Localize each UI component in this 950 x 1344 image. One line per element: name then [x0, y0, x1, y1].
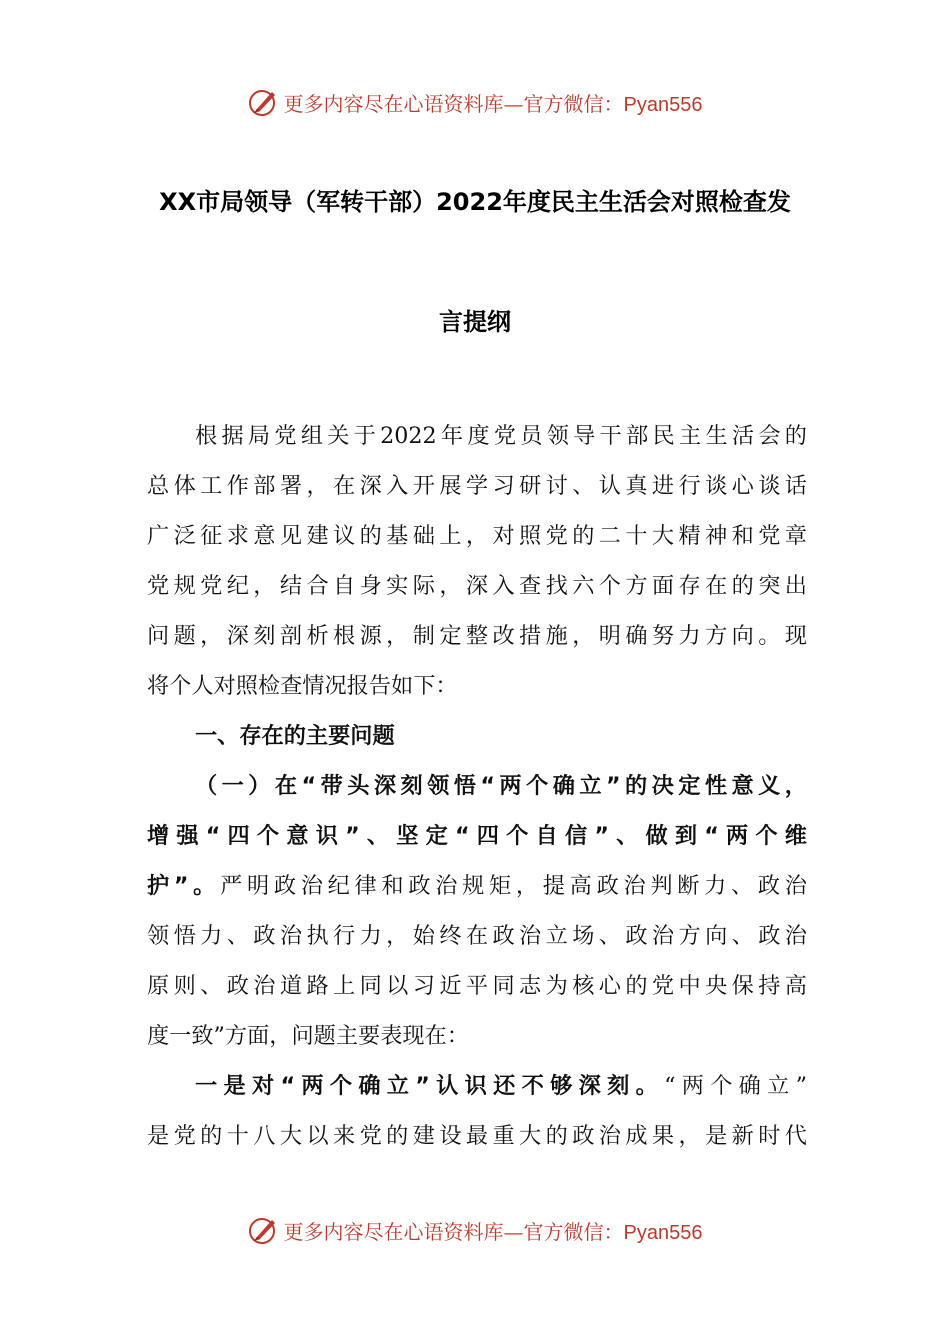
- watermark-banner-top: [0, 82, 950, 122]
- watermark-banner-bottom: [0, 1210, 950, 1250]
- text-line: 总体工作部署，在深入开展学习研讨、认真进行谈心谈话: [147, 473, 807, 499]
- watermark-text: 更多内容尽在心语资料库—官方微信：Pyan556: [283, 1219, 703, 1244]
- watermark-text: 更多内容尽在心语资料库—官方微信：Pyan556: [283, 91, 703, 116]
- text-line: 党规党纪，结合自身实际，深入查找六个方面存在的突出: [147, 573, 807, 599]
- item-1-paragraph: [147, 761, 807, 1061]
- text-line: “两个确立”: [664, 1073, 807, 1099]
- quill-pen-logo-icon: [248, 1214, 280, 1246]
- page-title-line-2: 言提纲: [439, 308, 511, 336]
- text-line: 严明政治纪律和政治规矩，提高政治判断力、政治: [220, 873, 807, 899]
- intro-paragraph: [147, 411, 807, 711]
- text-line: 原则、政治道路上同以习近平同志为核心的党中央保持高: [147, 973, 807, 999]
- section-heading: [147, 711, 807, 761]
- watermark-handle: Pyan556: [623, 1221, 703, 1244]
- section-heading-text: 一、存在的主要问题: [195, 723, 395, 749]
- item-1-heading-line: 增强“四个意识”、坚定“四个自信”、做到“两个维: [147, 823, 807, 849]
- point-1-heading: 一是对“两个确立”认识还不够深刻。: [195, 1073, 665, 1099]
- text-line: 根据局党组关于2022年度党员领导干部民主生活会的: [195, 423, 807, 449]
- item-1-heading-line: 护”。: [147, 873, 221, 899]
- point-1-paragraph: [147, 1061, 807, 1161]
- text-line: 广泛征求意见建议的基础上，对照党的二十大精神和党章: [147, 523, 807, 549]
- page-title-line-1: XX市局领导（军转干部）2022年度民主生活会对照检查发: [159, 188, 791, 216]
- text-line: 领悟力、政治执行力，始终在政治立场、政治方向、政治: [147, 923, 807, 949]
- watermark-handle: Pyan556: [623, 93, 703, 116]
- text-line: 问题，深刻剖析根源，制定整改措施，明确努力方向。现: [147, 623, 807, 649]
- text-line: 将个人对照检查情况报告如下：: [147, 673, 458, 699]
- item-1-heading-line: （一）在“带头深刻领悟“两个确立”的决定性意义，: [195, 773, 807, 799]
- text-line: 是党的十八大以来党的建设最重大的政治成果，是新时代: [147, 1123, 807, 1149]
- quill-pen-logo-icon: [248, 86, 280, 118]
- document-body: [147, 411, 807, 1161]
- text-line: 度一致”方面，问题主要表现在：: [147, 1023, 469, 1049]
